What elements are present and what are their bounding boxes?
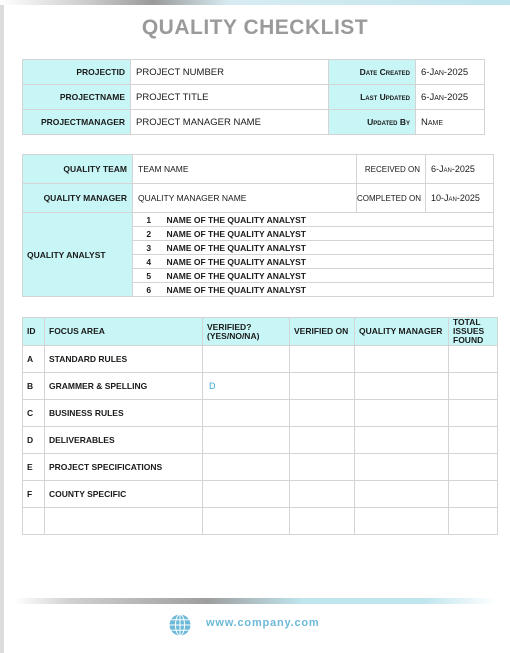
row-focus-area: STANDARD RULES bbox=[45, 346, 203, 373]
quality-manager-label: QUALITY MANAGER bbox=[23, 184, 133, 213]
completed-on-label: COMPLETED ON bbox=[357, 184, 426, 213]
row-total-issues[interactable] bbox=[449, 400, 498, 427]
row-total-issues[interactable] bbox=[449, 346, 498, 373]
table-row bbox=[23, 373, 498, 400]
row-verified[interactable]: D bbox=[203, 373, 290, 400]
row-verified[interactable] bbox=[203, 400, 290, 427]
row-verified[interactable] bbox=[203, 481, 290, 508]
quality-team-label: QUALITY TEAM bbox=[23, 155, 133, 184]
table-row bbox=[23, 481, 498, 508]
row-verified-on[interactable] bbox=[290, 373, 355, 400]
row-verified-on[interactable] bbox=[290, 481, 355, 508]
row-quality-manager[interactable] bbox=[355, 427, 449, 454]
checklist-header-row bbox=[23, 318, 498, 346]
globe-icon bbox=[168, 613, 192, 637]
row-id: C bbox=[23, 400, 45, 427]
analyst-number: 6 bbox=[133, 283, 165, 297]
row-verified-on[interactable] bbox=[290, 427, 355, 454]
header-verified: VERIFIED? (YES/NO/NA) bbox=[203, 318, 290, 346]
page-title: QUALITY CHECKLIST bbox=[141, 16, 369, 39]
last-updated-value[interactable]: 6-Jan-2025 bbox=[416, 85, 485, 110]
company-website-link[interactable]: www.company.com bbox=[206, 617, 320, 629]
row-focus-area: GRAMMER & SPELLING bbox=[45, 373, 203, 400]
analyst-name[interactable]: NAME OF THE QUALITY ANALYST bbox=[165, 213, 494, 227]
date-created-value[interactable]: 6-Jan-2025 bbox=[416, 60, 485, 85]
quality-manager-row bbox=[23, 184, 494, 213]
project-info-row bbox=[23, 110, 485, 135]
bottom-decor-bar bbox=[14, 598, 496, 604]
row-quality-manager[interactable] bbox=[355, 454, 449, 481]
project-info-table bbox=[22, 59, 485, 135]
row-focus-area: DELIVERABLES bbox=[45, 427, 203, 454]
table-row bbox=[23, 346, 498, 373]
row-id bbox=[23, 508, 45, 535]
project-id-value[interactable]: PROJECT NUMBER bbox=[131, 60, 329, 85]
row-total-issues[interactable] bbox=[449, 454, 498, 481]
header-verified-on: VERIFIED ON bbox=[290, 318, 355, 346]
received-on-label: RECEIVED ON bbox=[357, 155, 426, 184]
table-row bbox=[23, 508, 498, 535]
analyst-name[interactable]: NAME OF THE QUALITY ANALYST bbox=[165, 241, 494, 255]
quality-team-value[interactable]: TEAM NAME bbox=[133, 155, 357, 184]
row-focus-area: COUNTY SPECIFIC bbox=[45, 481, 203, 508]
project-info-row bbox=[23, 60, 485, 85]
table-row bbox=[23, 427, 498, 454]
header-focus-area: FOCUS AREA bbox=[45, 318, 203, 346]
analyst-number: 4 bbox=[133, 255, 165, 269]
row-total-issues[interactable] bbox=[449, 508, 498, 535]
date-created-label: Date Created bbox=[329, 60, 416, 85]
row-focus-area: BUSINESS RULES bbox=[45, 400, 203, 427]
row-verified-on[interactable] bbox=[290, 400, 355, 427]
analyst-name[interactable]: NAME OF THE QUALITY ANALYST bbox=[165, 269, 494, 283]
header-id: ID bbox=[23, 318, 45, 346]
analyst-number: 1 bbox=[133, 213, 165, 227]
row-focus-area: PROJECT SPECIFICATIONS bbox=[45, 454, 203, 481]
row-quality-manager[interactable] bbox=[355, 346, 449, 373]
completed-on-value[interactable]: 10-Jan-2025 bbox=[426, 184, 494, 213]
project-info-row bbox=[23, 85, 485, 110]
row-verified-on[interactable] bbox=[290, 346, 355, 373]
row-focus-area[interactable] bbox=[45, 508, 203, 535]
updated-by-label: Updated By bbox=[329, 110, 416, 135]
quality-team-row bbox=[23, 155, 494, 184]
row-verified[interactable] bbox=[203, 346, 290, 373]
page-border bbox=[0, 0, 4, 653]
project-name-value[interactable]: PROJECT TITLE bbox=[131, 85, 329, 110]
row-id: F bbox=[23, 481, 45, 508]
analyst-number: 2 bbox=[133, 227, 165, 241]
header-quality-manager: QUALITY MANAGER bbox=[355, 318, 449, 346]
row-quality-manager[interactable] bbox=[355, 373, 449, 400]
project-name-label: PROJECTNAME bbox=[23, 85, 131, 110]
row-verified[interactable] bbox=[203, 508, 290, 535]
received-on-value[interactable]: 6-Jan-2025 bbox=[426, 155, 494, 184]
row-id: D bbox=[23, 427, 45, 454]
quality-analyst-label: QUALITY ANALYST bbox=[23, 213, 133, 297]
row-quality-manager[interactable] bbox=[355, 400, 449, 427]
updated-by-value[interactable]: Name bbox=[416, 110, 485, 135]
row-verified[interactable] bbox=[203, 454, 290, 481]
row-id: B bbox=[23, 373, 45, 400]
quality-manager-value[interactable]: QUALITY MANAGER NAME bbox=[133, 184, 357, 213]
analyst-number: 5 bbox=[133, 269, 165, 283]
project-manager-label: PROJECTMANAGER bbox=[23, 110, 131, 135]
project-id-label: PROJECTID bbox=[23, 60, 131, 85]
row-quality-manager[interactable] bbox=[355, 508, 449, 535]
analyst-name[interactable]: NAME OF THE QUALITY ANALYST bbox=[165, 227, 494, 241]
last-updated-label: Last Updated bbox=[329, 85, 416, 110]
row-id: E bbox=[23, 454, 45, 481]
project-manager-value[interactable]: PROJECT MANAGER NAME bbox=[131, 110, 329, 135]
row-verified-on[interactable] bbox=[290, 454, 355, 481]
table-row bbox=[23, 400, 498, 427]
top-decor-bar bbox=[0, 0, 510, 5]
quality-team-table bbox=[22, 154, 494, 297]
analyst-row bbox=[23, 213, 494, 227]
analyst-name[interactable]: NAME OF THE QUALITY ANALYST bbox=[165, 255, 494, 269]
table-row bbox=[23, 454, 498, 481]
row-verified-on[interactable] bbox=[290, 508, 355, 535]
row-verified[interactable] bbox=[203, 427, 290, 454]
analyst-name[interactable]: NAME OF THE QUALITY ANALYST bbox=[165, 283, 494, 297]
row-total-issues[interactable] bbox=[449, 373, 498, 400]
header-total-issues: TOTAL ISSUES FOUND bbox=[449, 318, 498, 346]
analyst-number: 3 bbox=[133, 241, 165, 255]
row-quality-manager[interactable] bbox=[355, 481, 449, 508]
row-total-issues[interactable] bbox=[449, 481, 498, 508]
row-id: A bbox=[23, 346, 45, 373]
row-total-issues[interactable] bbox=[449, 427, 498, 454]
checklist-table bbox=[22, 317, 498, 535]
